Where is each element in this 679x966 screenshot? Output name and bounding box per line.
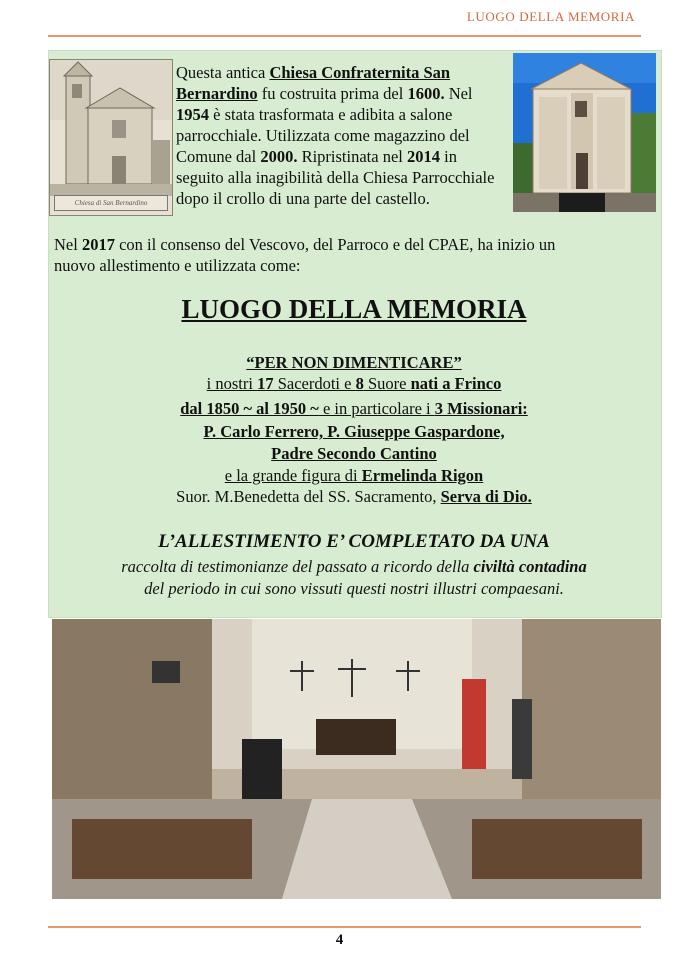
closing-heading: L’ALLESTIMENTO E’ COMPLETATO DA UNA	[158, 531, 550, 552]
memorial-l1a: i nostri	[206, 374, 258, 393]
intro-paragraph	[176, 62, 506, 209]
year-transformed: 1954	[176, 105, 209, 124]
memorial-l5a: e la grande figura di	[224, 466, 362, 485]
old-church-photo	[49, 59, 173, 216]
old-church-caption: Chiesa di San Bernardino	[54, 195, 168, 211]
motto	[48, 352, 660, 374]
memorial-l2b: e in particolare i	[318, 399, 435, 418]
intro-text-1: Questa antica	[176, 63, 270, 82]
closing-line-1	[48, 556, 660, 578]
memorial-line-2	[48, 398, 660, 420]
memorial-line-5	[48, 465, 660, 487]
serva-di-dio: Serva di Dio.	[440, 487, 532, 506]
interior-illustration	[52, 619, 661, 899]
missionary-3: Padre Secondo Cantino	[271, 444, 437, 463]
old-church-illustration	[50, 60, 172, 215]
intro-text-6: in seguito alla inagibilità della Chiesa Parrocchiale dopo il crollo di una parte del castello.	[176, 147, 495, 208]
memorial-l1f: nati a Frinco	[410, 374, 502, 393]
closing-line-2: del periodo in cui sono vissuti questi nostri illustri compaesani.	[144, 579, 564, 598]
memorial-l1e: Suore	[363, 374, 411, 393]
intro2-paragraph	[54, 234, 654, 276]
intro-text-5: Ripristinata nel	[297, 147, 407, 166]
header-rule	[48, 35, 641, 37]
memorial-line-4	[48, 443, 660, 465]
intro2-line-2: nuovo allestimento e utilizzata come:	[54, 256, 301, 275]
year-2017: 2017	[81, 235, 115, 254]
church-name: Chiesa Confraternita San Bernardino	[176, 63, 451, 103]
header-title: LUOGO DELLA MEMORIA	[466, 9, 635, 24]
ermelinda-rigon: Ermelinda Rigon	[361, 466, 484, 485]
footer-rule	[48, 926, 641, 928]
memorial-l1c: Sacerdoti e	[273, 374, 356, 393]
memorial-l2a: dal 1850 ~ al 1950 ~	[180, 399, 319, 418]
year-built: 1600.	[407, 84, 445, 103]
memorial-line-1	[48, 373, 660, 395]
motto-text: “PER NON DIMENTICARE”	[246, 353, 462, 372]
intro-text-3: Nel	[444, 84, 473, 103]
memorial-line-6	[48, 486, 660, 508]
intro2-text-2: con il consenso del Vescovo, del Parroco e del CPAE, ha inizio un	[114, 235, 556, 254]
year-restored: 2014	[406, 147, 440, 166]
intro-text-2: fu costruita prima del	[257, 84, 408, 103]
restored-church-illustration	[513, 53, 656, 212]
closing-l1a: raccolta di testimonianze del passato a ricordo della	[121, 557, 474, 576]
intro2-text-1: Nel	[54, 235, 82, 254]
year-warehouse: 2000.	[260, 147, 298, 166]
main-title: LUOGO DELLA MEMORIA	[181, 294, 527, 324]
memorial-l1d: 8	[355, 374, 364, 393]
intro-text-4: è stata trasformata e adibita a salone parrocchiale. Utilizzata come magazzino del Comune dal	[176, 105, 470, 166]
memorial-l2c: 3 Missionari:	[434, 399, 528, 418]
restored-church-photo	[513, 53, 656, 212]
interior-photo	[52, 619, 661, 899]
memorial-line-3	[48, 421, 660, 443]
memorial-l1b: 17	[257, 374, 274, 393]
memorial-l6a: Suor. M.Benedetta del SS. Sacramento,	[176, 487, 441, 506]
page-number: 4	[335, 932, 344, 948]
civilta-contadina: civiltà contadina	[473, 557, 587, 576]
missionaries-1-2: P. Carlo Ferrero, P. Giuseppe Gaspardone,	[203, 422, 505, 441]
